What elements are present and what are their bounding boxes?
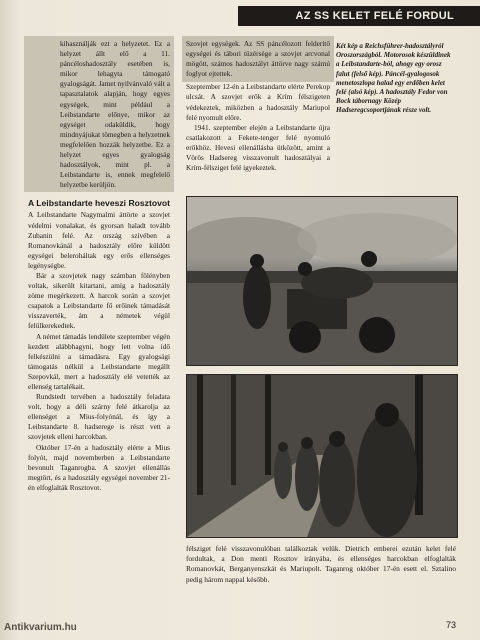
left-paragraph-1: A Leibstandarte Nagymalmi áttörte a szovjet védelmi vonalakat, és gyorsan haladt tovább Zubanin felé. Az ország szívében a Romanovkánál a hadosztály előre küldött egységei beleroháltak egy erős ellenséges legénységbe. bbox=[28, 210, 170, 270]
bottom-paragraph: félsziget felé visszavonulóban találkoztak velük. Dietrich emberei ezután kelet felé fordultak, a Don menti Rosztov irányába, és ellenséges harcokban elfoglalták Romanovkát, Berganyenszkát és Mariupolt. Taganrog október 17-én esett el. Sztalino pedig három nappal később. bbox=[186, 544, 456, 584]
left-paragraph-3: A német támadás lendülete szeptember végén kezdett alábbhagyni, hogy lett volna idő felkészülni a támadásra. Egy gyalogsági támogatás nélkül a Leibstandarte megállt Szepovkál, mert a hadosztály elé vetették az ellenség tartalékait. bbox=[28, 331, 170, 391]
bottom-column bbox=[186, 544, 456, 585]
middle-paragraph-2: 1941. szeptember elején a Leibstandarte újra csatlakozott a Fekete-tenger felé nyomuló erőkhöz. Hevesi ellenállásba ütközött, amint a Vörös Hadsereg visszavonult hadosztályai a Krím-félsziget felé igyekeztek. bbox=[186, 122, 330, 173]
left-column bbox=[28, 36, 170, 493]
left-paragraph-2: Bár a szovjetek nagy számban fölényben voltak, sikerült kitartani, amíg a hadosztály zöme megérkezett. A harcok során a szovjet csapatok a Leibstandarte fő erőinek támadását visszaverték, ám a németek végül felülkerekedtek. bbox=[28, 270, 170, 331]
middle-box-text: Szovjet egységek. Az SS páncélozott felderítő egységei és tábori tüzérsége a szovjet arcvonal mögött, számos hadosztályt áttörve nagy számú foglyot ejtettek. bbox=[186, 39, 330, 79]
intro-box bbox=[24, 36, 174, 192]
left-paragraph-4: Rundstedt tervében a hadosztály feladata volt, hogy a déli szárny felé átkarolja az ellenséget a Mius-folyónál, és így a Leibstandarte 8. hadserege is részt vett a szovjetek elleni harcokban. bbox=[28, 392, 170, 442]
motorcycle-photo-illustration bbox=[187, 197, 457, 365]
watermark: Antikvarium.hu bbox=[4, 622, 77, 633]
middle-column bbox=[186, 36, 330, 173]
intro-text: kihasználják ezt a helyzetet. Ez a helyzet állt elő a 11. páncéloshadosztály esetében is, mikor lehagyta támogató gyalogságát. Jamet nyilvánvaló vált a tapasztalatok alapján, hogy egyes egységek, mint például a Leibstandarte előnye, mikor az egységet odaküldik, hogy mindnyájukat tömegben a helyzetnek megfelelően hozzák helyzetbe. Ez a helyzet egyes gyalogság hadosztályok, mint pl. a Leibstandarte is, ennek megfelelő helyzetbe kerüljön. bbox=[60, 39, 170, 190]
motorcycle-photo bbox=[186, 196, 458, 366]
running-header: AZ SS KELET FELÉ FORDUL bbox=[238, 6, 480, 26]
page-number: 73 bbox=[446, 620, 457, 630]
marching-column-photo-illustration bbox=[187, 375, 457, 537]
marching-column-photo bbox=[186, 374, 458, 538]
middle-paragraph-1: Szeptember 12-én a Leibstandarte elérte Perekop ulcsát. A szovjet erők a Krím félszigeten védekeztek, miközben a hadosztály Mariupol felé nyomult előre. bbox=[186, 82, 330, 122]
photo-caption: Két kép a Reichsführer-hadosztályról Oroszországból. Motorosok készüldinek a Leibstandarte-ból, ahogy egy orosz falut (felső kép). Páncél-gyalogosok menetoszlopa halad egy erdőben kelet felé (alsó kép). A hadosztály Fedor von Bock tábornagy Közép Hadseregcsoportjának része volt. bbox=[336, 42, 451, 115]
section-heading: A Leibstandarte heveszi Rosztovot bbox=[28, 198, 170, 209]
middle-box bbox=[182, 36, 334, 82]
left-paragraph-5: Október 17-én a hadosztály elérte a Mius folyót, majd novemberben a Leibstandarte bevonult Taganrogba. A szovjet ellenállás megtört, és a hadosztály egységei november 21-én elfoglalták Rosztovot. bbox=[28, 442, 170, 492]
